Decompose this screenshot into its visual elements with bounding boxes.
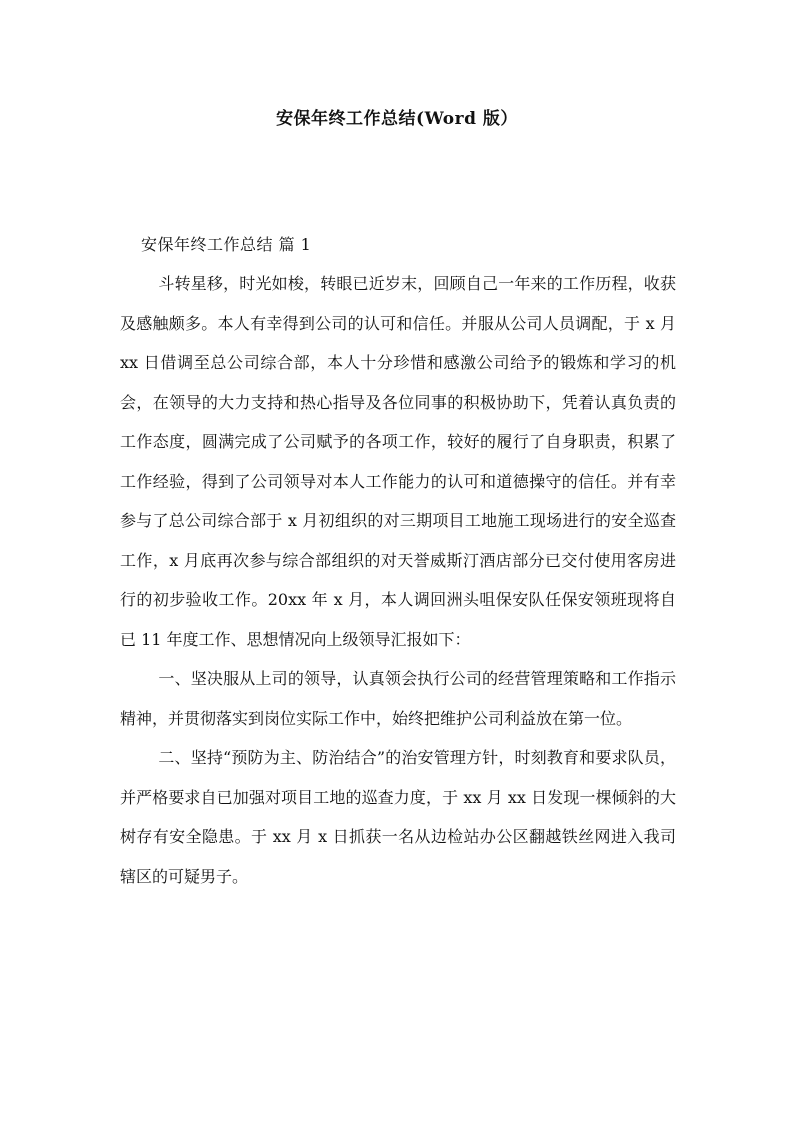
document-body bbox=[120, 264, 676, 896]
paragraph-intro: 斗转星移，时光如梭，转眼已近岁末，回顾自己一年来的工作历程，收获及感触颇多。本人有幸得到公司的认可和信任。并服从公司人员调配，于 x 月 xx 日借调至总公司综合部，本人十分珍惜和感激公司给予的锻炼和学习的机会，在领导的大力支持和热心指导及各位同事的积极协助下，凭着认真负责的工作态度，圆满完成了公司赋予的各项工作，较好的履行了自身职责，积累了工作经验，得到了公司领导对本人工作能力的认可和道德操守的信任。并有幸参与了总公司综合部于 x 月初组织的对三期项目工地施工现场进行的安全巡查工作，x 月底再次参与综合部组织的对天誉威斯汀酒店部分已交付使用客房进行的初步验收工作。20xx 年 x 月，本人调回洲头咀保安队任保安领班现将自已 11 年度工作、思想情况向上级领导汇报如下： bbox=[120, 274, 676, 649]
document-title: 安保年终工作总结(Word 版） bbox=[276, 109, 518, 129]
section-heading: 安保年终工作总结 篇 1 bbox=[141, 235, 312, 254]
paragraph-point-two: 二、坚持“预防为主、防治结合”的治安管理方针，时刻教育和要求队员，并严格要求自已加强对项目工地的巡查力度，于 xx 月 xx 日发现一棵倾斜的大树存有安全隐患。于 xx 月 x 日抓获一名从边检站办公区翻越铁丝网进入我司辖区的可疑男子。 bbox=[120, 748, 676, 886]
paragraph-point-one: 一、坚决服从上司的领导，认真领会执行公司的经营管理策略和工作指示精神，并贯彻落实到岗位实际工作中，始终把维护公司利益放在第一位。 bbox=[120, 669, 676, 728]
